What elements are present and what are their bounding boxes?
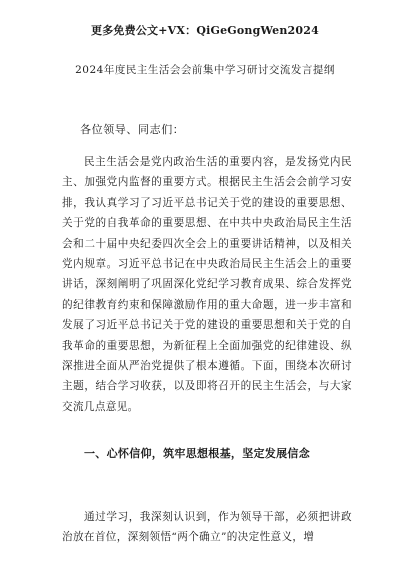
document-title: 2024年度民主生活会会前集中学习研讨交流发言提纲: [75, 64, 335, 76]
promo-banner: 更多免费公文+VX：QiGeGongWen2024: [91, 24, 319, 37]
section-heading-1: 一、心怀信仰，筑牢思想根基，坚定发展信念: [84, 447, 310, 460]
body-paragraph-section-1: 通过学习，我深刻认识到，作为领导干部，必须把讲政治放在首位，深刻领悟“两个确立”的决定性意义，增: [62, 511, 352, 544]
body-paragraph-intro: 民主生活会是党内政治生活的重要内容，是发扬党内民主、加强党内监督的重要方式。根据民主生活会会前学习安排，我认真学习了习近平总书记关于党的建设的重要思想、关于党的自我革命的重要思想、在中共中央政治局民主生活会和二十届中央纪委四次全会上的重要讲话精神，以及相关党内规章。习近平总书记在中央政治局民主生活会上的重要讲话，深刻阐明了巩固深化党纪学习教育成果、综合发挥党的纪律教育约束和保障激励作用的重大命题，进一步丰富和发展了习近平总书记关于党的建设的重要思想和关于党的自我革命的重要思想，为新征程上全面加强党的纪律建设、纵深推进全面从严治党提供了根本遵循。下面，围绕本次研讨主题，结合学习收获，以及即将召开的民主生活会，与大家交流几点意见。: [62, 156, 352, 413]
salutation: 各位领导、同志们：: [80, 123, 185, 136]
